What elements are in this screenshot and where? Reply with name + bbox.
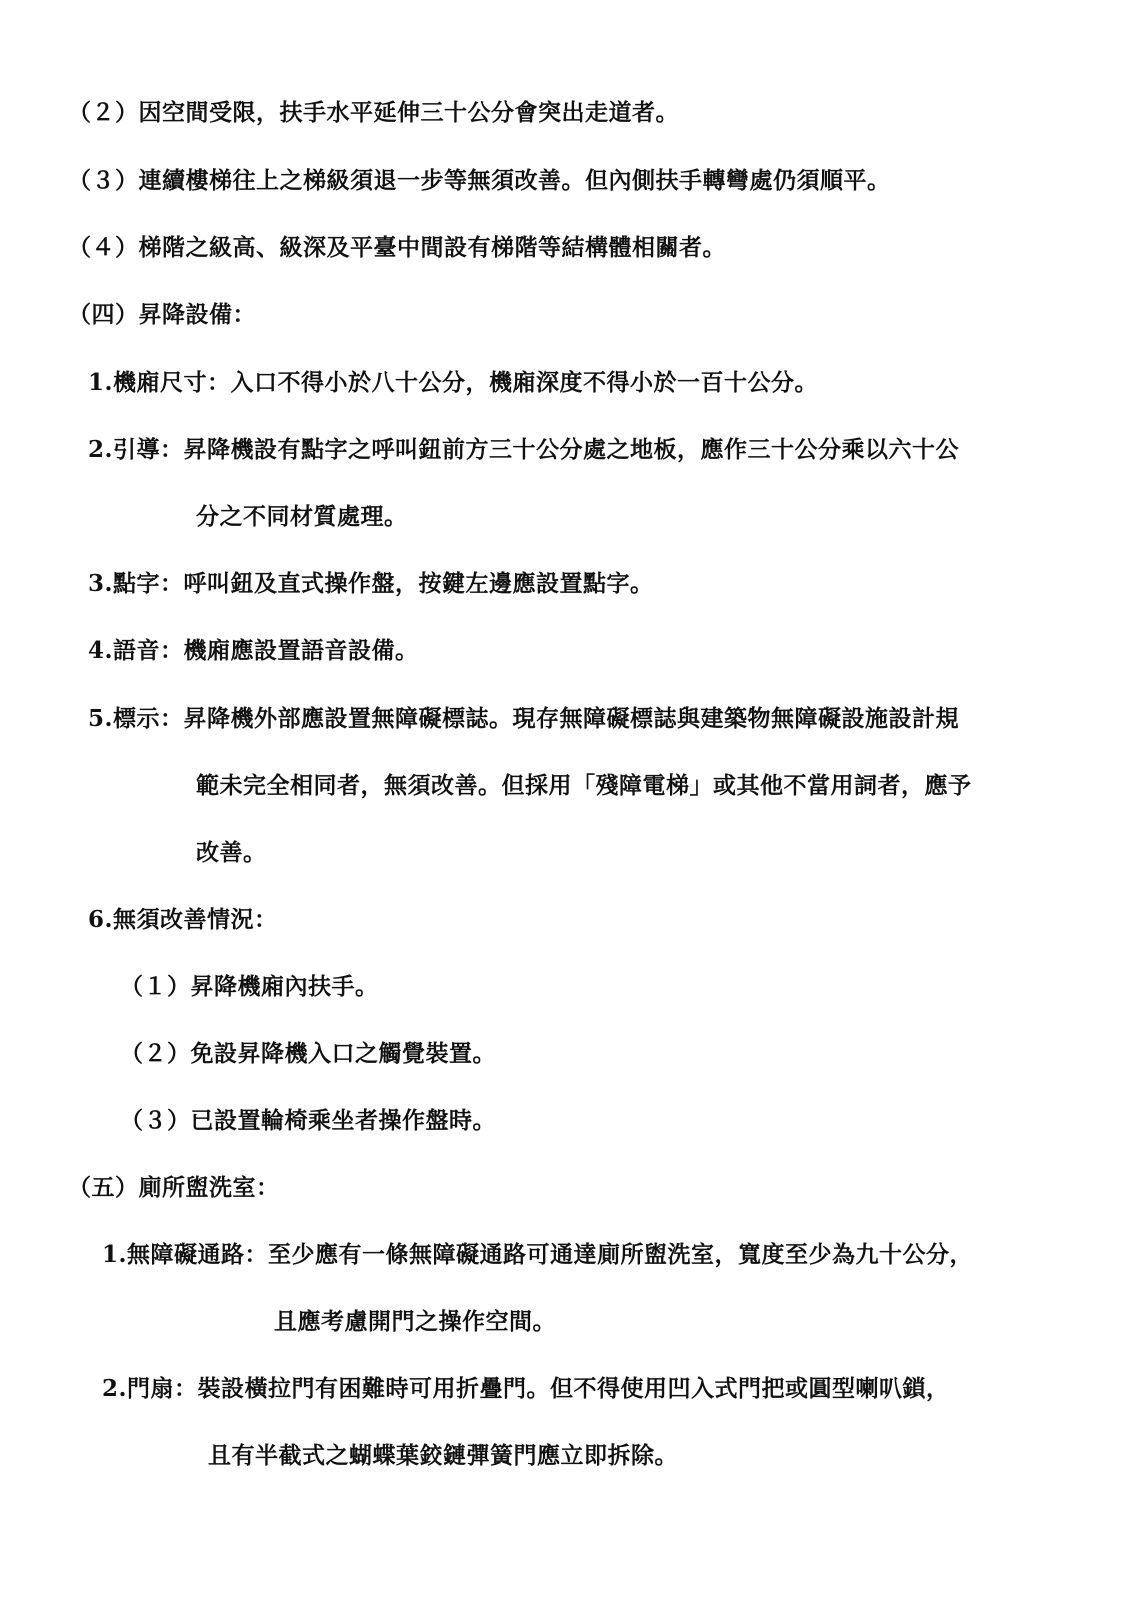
text-line-accessible-route: 1.無障礙通路：至少應有一條無障礙通路可通達廁所盥洗室，寬度至少為九十公分， xyxy=(102,1241,974,1268)
text-line-stairs-3: （３）連續樓梯往上之梯級須退一步等無須改善。但內側扶手轉彎處仍須順平。 xyxy=(68,167,891,194)
text-line-door: 2.門扇：裝設橫拉門有困難時可用折疊門。但不得使用凹入式門把或圓型喇叭鎖， xyxy=(102,1375,950,1402)
text-line-steps-4: （４）梯階之級高、級深及平臺中間設有梯階等結構體相關者。 xyxy=(68,234,726,261)
text-line-braille: 3.點字：呼叫鈕及直式操作盤，按鍵左邊應設置點字。 xyxy=(88,570,654,597)
text-line-voice: 4.語音：機廂應設置語音設備。 xyxy=(88,637,419,664)
text-line-signage: 5.標示：昇降機外部應設置無障礙標誌。現存無障礙標誌與建築物無障礙設施設計規 xyxy=(88,705,960,732)
text-line-exemption-2: （２）免設昇降機入口之觸覺裝置。 xyxy=(120,1040,496,1067)
text-line-signage-cont-1: 範未完全相同者，無須改善。但採用「殘障電梯」或其他不當用詞者，應予 xyxy=(196,772,972,799)
text-line-exemption-3: （３）已設置輪椅乘坐者操作盤時。 xyxy=(120,1107,496,1134)
text-line-handrail-2: （２）因空間受限，扶手水平延伸三十公分會突出走道者。 xyxy=(68,99,679,126)
text-line-guidance-cont: 分之不同材質處理。 xyxy=(196,503,408,530)
text-line-exemptions: 6.無須改善情況： xyxy=(88,906,278,933)
text-line-signage-cont-2: 改善。 xyxy=(196,839,267,866)
text-line-car-size: 1.機廂尺寸：入口不得小於八十公分，機廂深度不得小於一百十公分。 xyxy=(88,369,819,396)
text-line-exemption-1: （１）昇降機廂內扶手。 xyxy=(120,973,379,1000)
text-line-guidance: 2.引導：昇降機設有點字之呼叫鈕前方三十公分處之地板，應作三十公分乘以六十公 xyxy=(88,436,960,463)
text-line-door-cont: 且有半截式之蝴蝶葉鉸鏈彈簧門應立即拆除。 xyxy=(208,1442,678,1469)
section-heading-elevator: （四）昇降設備： xyxy=(68,301,256,328)
section-heading-restroom: （五）廁所盥洗室： xyxy=(68,1174,280,1201)
text-line-accessible-route-cont: 且應考慮開門之操作空間。 xyxy=(274,1308,556,1335)
